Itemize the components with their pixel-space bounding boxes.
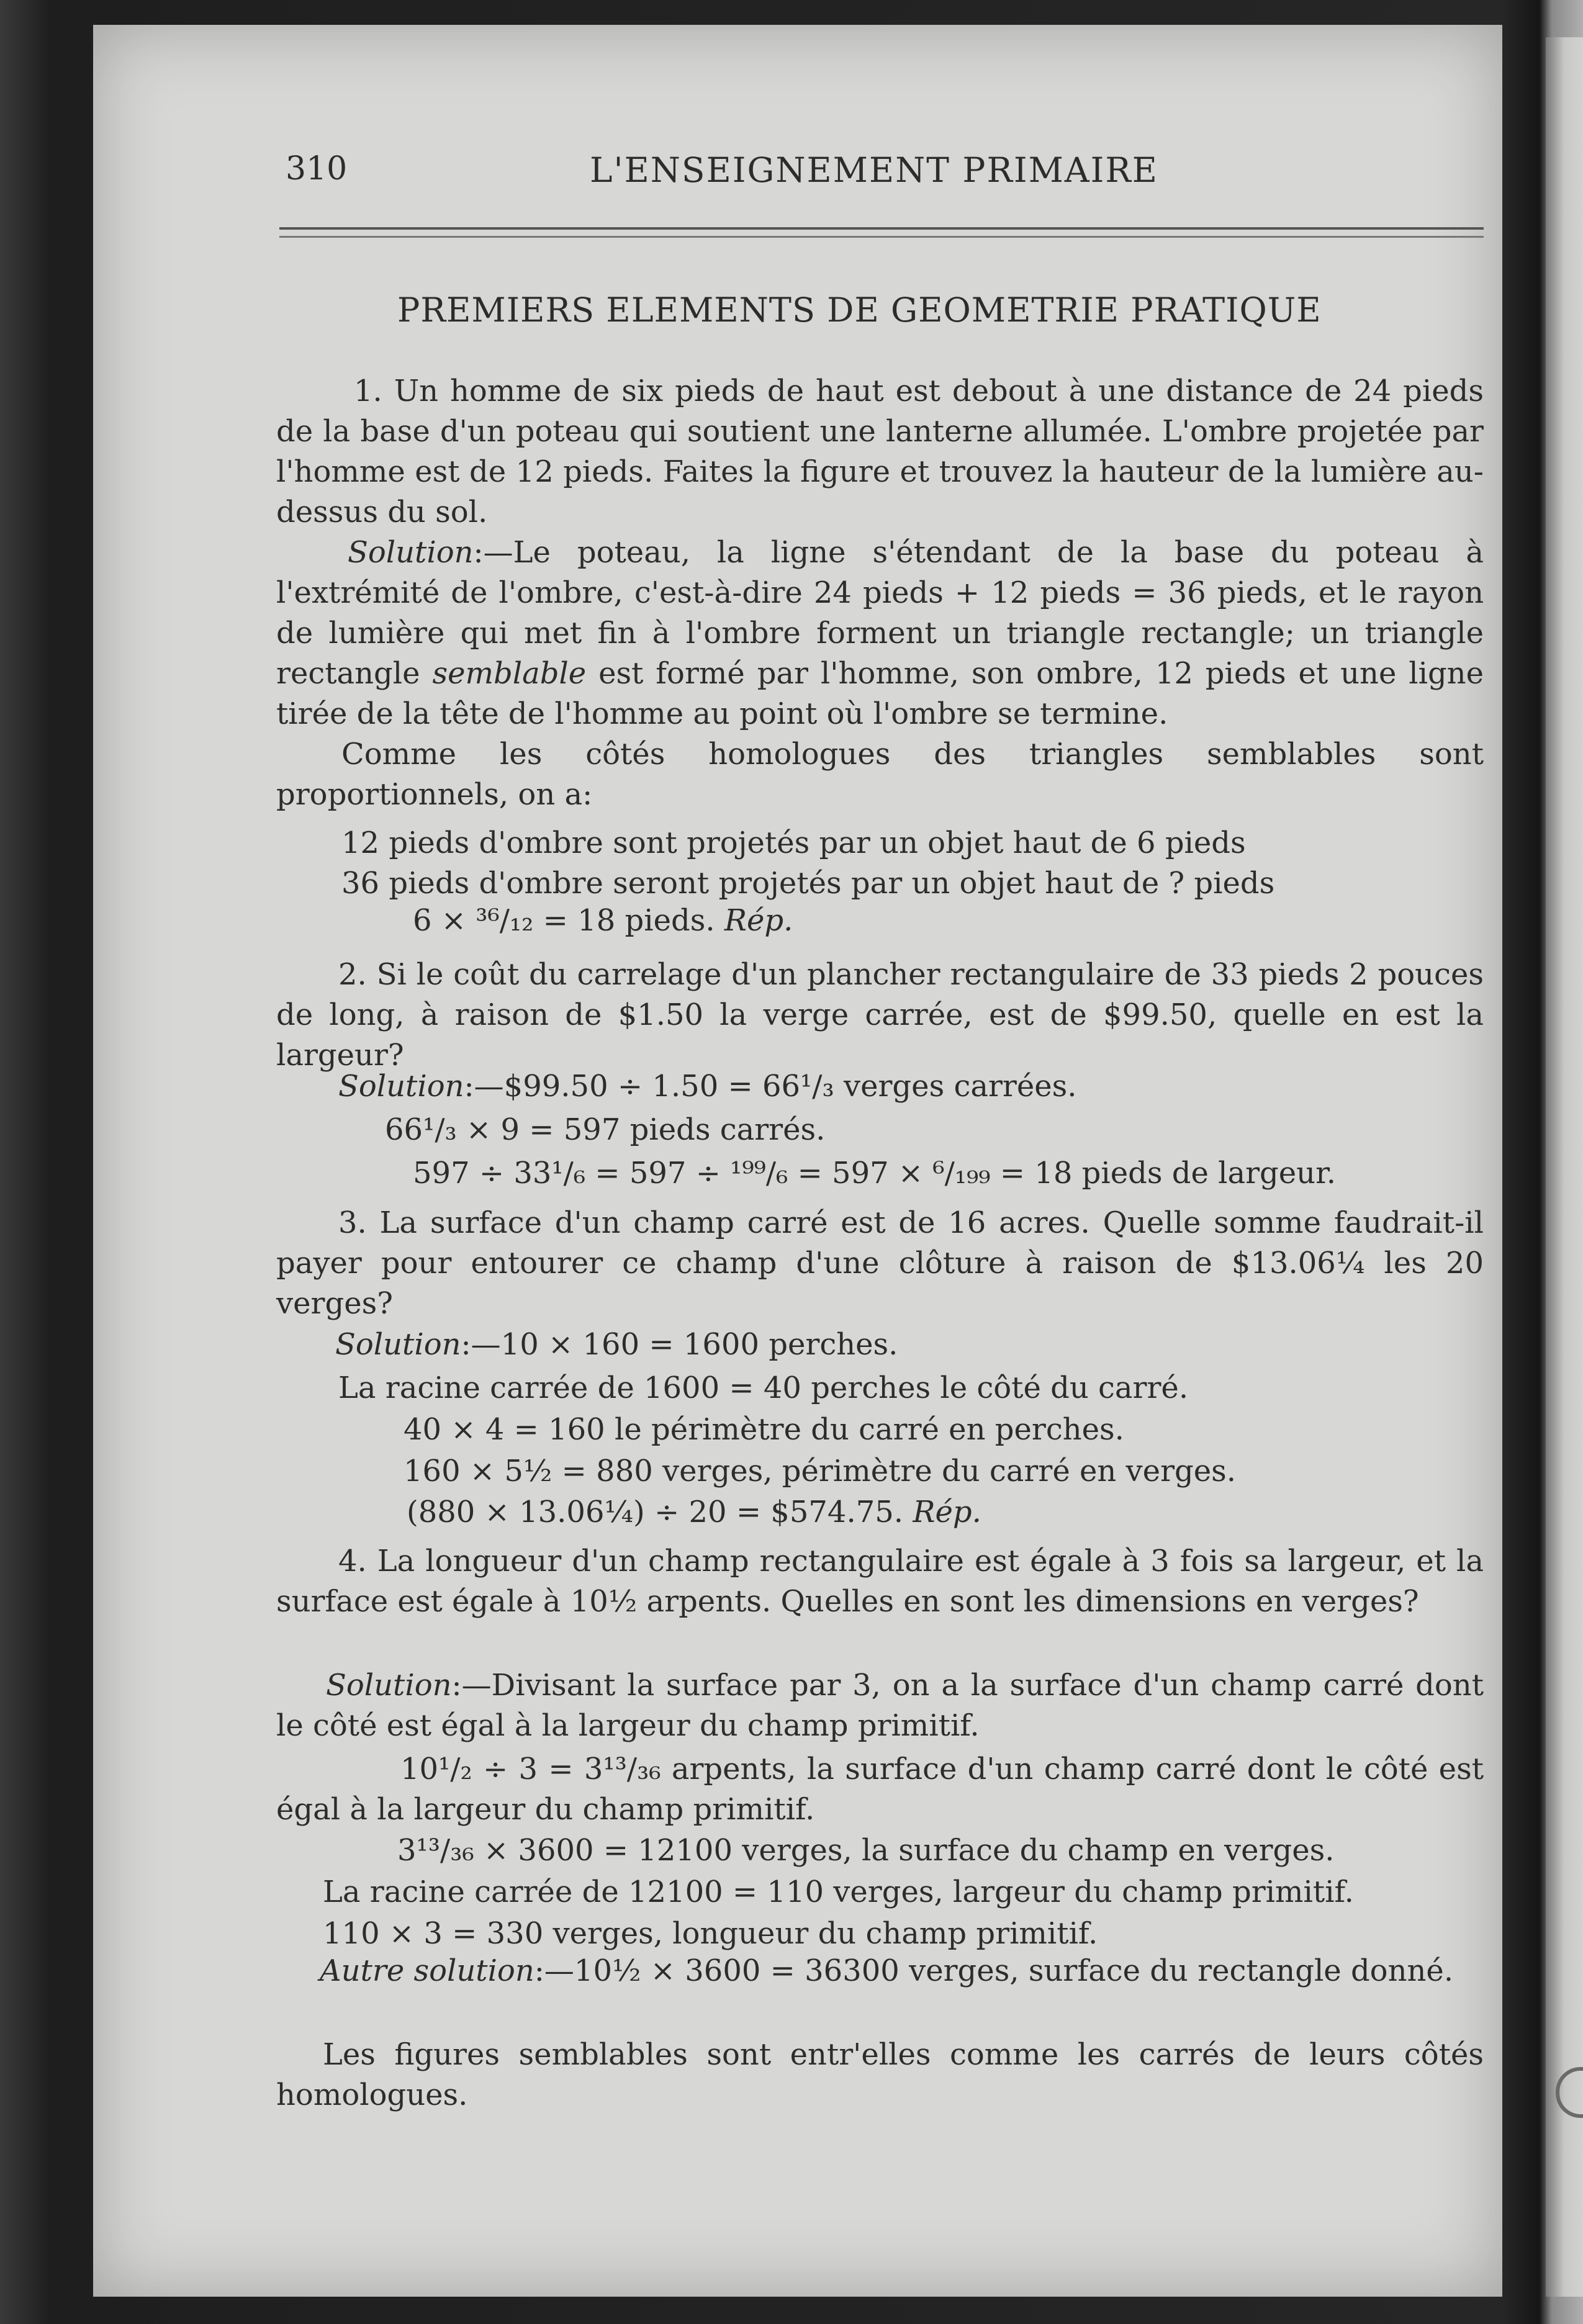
next-page-edge (1546, 37, 1583, 2297)
problem-3-solution-line-4: 160 × 5½ = 880 verges, périmètre du carré en verges. (404, 1454, 1237, 1489)
closing-statement: Les figures semblables sont entr'elles comme les carrés de leurs côtés homologues. (276, 2037, 1484, 2112)
solution-label: Solution (338, 1069, 464, 1104)
proportion-line-1: 12 pieds d'ombre sont projetés par un objet haut de 6 pieds (341, 826, 1246, 860)
solution-text: :—10 × 160 = 1600 perches. (461, 1327, 898, 1362)
problem-4-statement: 4. La longueur d'un champ rectangulaire est égale à 3 fois sa largeur, et la surface est égale à 10½ arpents. Quelles en sont les dimensions en verges? (276, 1544, 1484, 1619)
semblable-term: semblable (432, 656, 587, 691)
answer-expression: 6 × ³⁶/₁₂ = 18 pieds. (413, 903, 715, 938)
rep-label: Rép. (724, 903, 793, 938)
problem-1-statement: 1. Un homme de six pieds de haut est debout à une distance de 24 pieds de la base d'un poteau qui soutient une lanterne allumée. L'ombre projetée par l'homme est de 12 pieds. Faites la figure et trouvez la hauteur de la lumière au-dessus du sol. (276, 374, 1484, 529)
page-number: 310 (286, 150, 348, 187)
autre-solution-text: :—10½ × 3600 = 36300 verges, surface du rectangle donné. (534, 1953, 1454, 1988)
solution-text-continued: est formé par l'homme, son ombre, 12 pieds et une ligne tirée de la tête de l'homme au point où l'ombre se termine. (276, 656, 1484, 731)
problem-3-solution-line-2: La racine carrée de 1600 = 40 perches le côté du carré. (338, 1371, 1189, 1405)
solution-text: :—Divisant la surface par 3, on a la surface d'un champ carré dont le côté est égal à la largeur du champ primitif. (276, 1668, 1484, 1743)
header-rule (279, 227, 1484, 230)
problem-4-solution (276, 1665, 1484, 1746)
problem-3-solution-line-1 (335, 1327, 898, 1362)
problem-4-step-3: La racine carrée de 12100 = 110 verges, largeur du champ primitif. (323, 1875, 1354, 1909)
proportion-line-2: 36 pieds d'ombre seront projetés par un objet haut de ? pieds (341, 866, 1275, 901)
problem-4-step-2: 3¹³/₃₆ × 3600 = 12100 verges, la surface du champ en verges. (397, 1833, 1335, 1868)
problem-4-step-4: 110 × 3 = 330 verges, longueur du champ primitif. (323, 1916, 1098, 1951)
problem-4-step-1: 10¹/₂ ÷ 3 = 3¹³/₃₆ arpents, la surface d'un champ carré dont le côté est égal à la largeur du champ primitif. (276, 1752, 1484, 1827)
solution-label: Solution (326, 1668, 452, 1703)
answer-expression: (880 × 13.06¼) ÷ 20 = $574.75. (407, 1495, 904, 1529)
header-rule-secondary (279, 236, 1484, 238)
solution-label: Solution (348, 535, 474, 570)
problem-1-answer (413, 903, 793, 938)
problem-3-solution-line-3: 40 × 4 = 160 le périmètre du carré en perches. (404, 1412, 1124, 1447)
problem-4-alternate-solution (276, 1951, 1484, 1991)
rep-label: Rép. (913, 1495, 981, 1529)
proportion-statement: Comme les côtés homologues des triangles semblables sont proportionnels, on a: (276, 737, 1484, 812)
problem-2-solution-line-1 (338, 1069, 1077, 1104)
problem-2-solution-line-3: 597 ÷ 33¹/₆ = 597 ÷ ¹⁹⁹/₆ = 597 × ⁶/₁₉₉ = 18 pieds de largeur. (413, 1156, 1336, 1191)
running-head: L'ENSEIGNEMENT PRIMAIRE (590, 150, 1158, 190)
problem-3-statement: 3. La surface d'un champ carré est de 16 acres. Quelle somme faudrait-il payer pour entourer ce champ d'une clôture à raison de $13.06¼ les 20 verges? (276, 1205, 1484, 1321)
autre-solution-label: Autre solution (320, 1953, 534, 1988)
article-title: PREMIERS ELEMENTS DE GEOMETRIE PRATIQUE (397, 290, 1322, 330)
problem-2-statement: 2. Si le coût du carrelage d'un plancher rectangulaire de 33 pieds 2 pouces de long, à raison de $1.50 la verge carrée, est de $99.50, quelle en est la largeur? (276, 957, 1484, 1073)
solution-text: :—Le poteau, la ligne s'étendant de la base du poteau à l'extrémité de l'ombre, c'est-à-dire 24 pieds + 12 pieds = 36 pieds, et le rayon de lumière qui met fin à l'ombre forment un triangle rectangle; un triangle rectangle (276, 535, 1484, 691)
problem-2-solution-line-2: 66¹/₃ × 9 = 597 pieds carrés. (385, 1112, 826, 1147)
problem-3-answer (407, 1495, 981, 1529)
solution-text: :—$99.50 ÷ 1.50 = 66¹/₃ verges carrées. (464, 1069, 1077, 1104)
problem-1-solution (276, 533, 1484, 734)
solution-label: Solution (335, 1327, 461, 1362)
